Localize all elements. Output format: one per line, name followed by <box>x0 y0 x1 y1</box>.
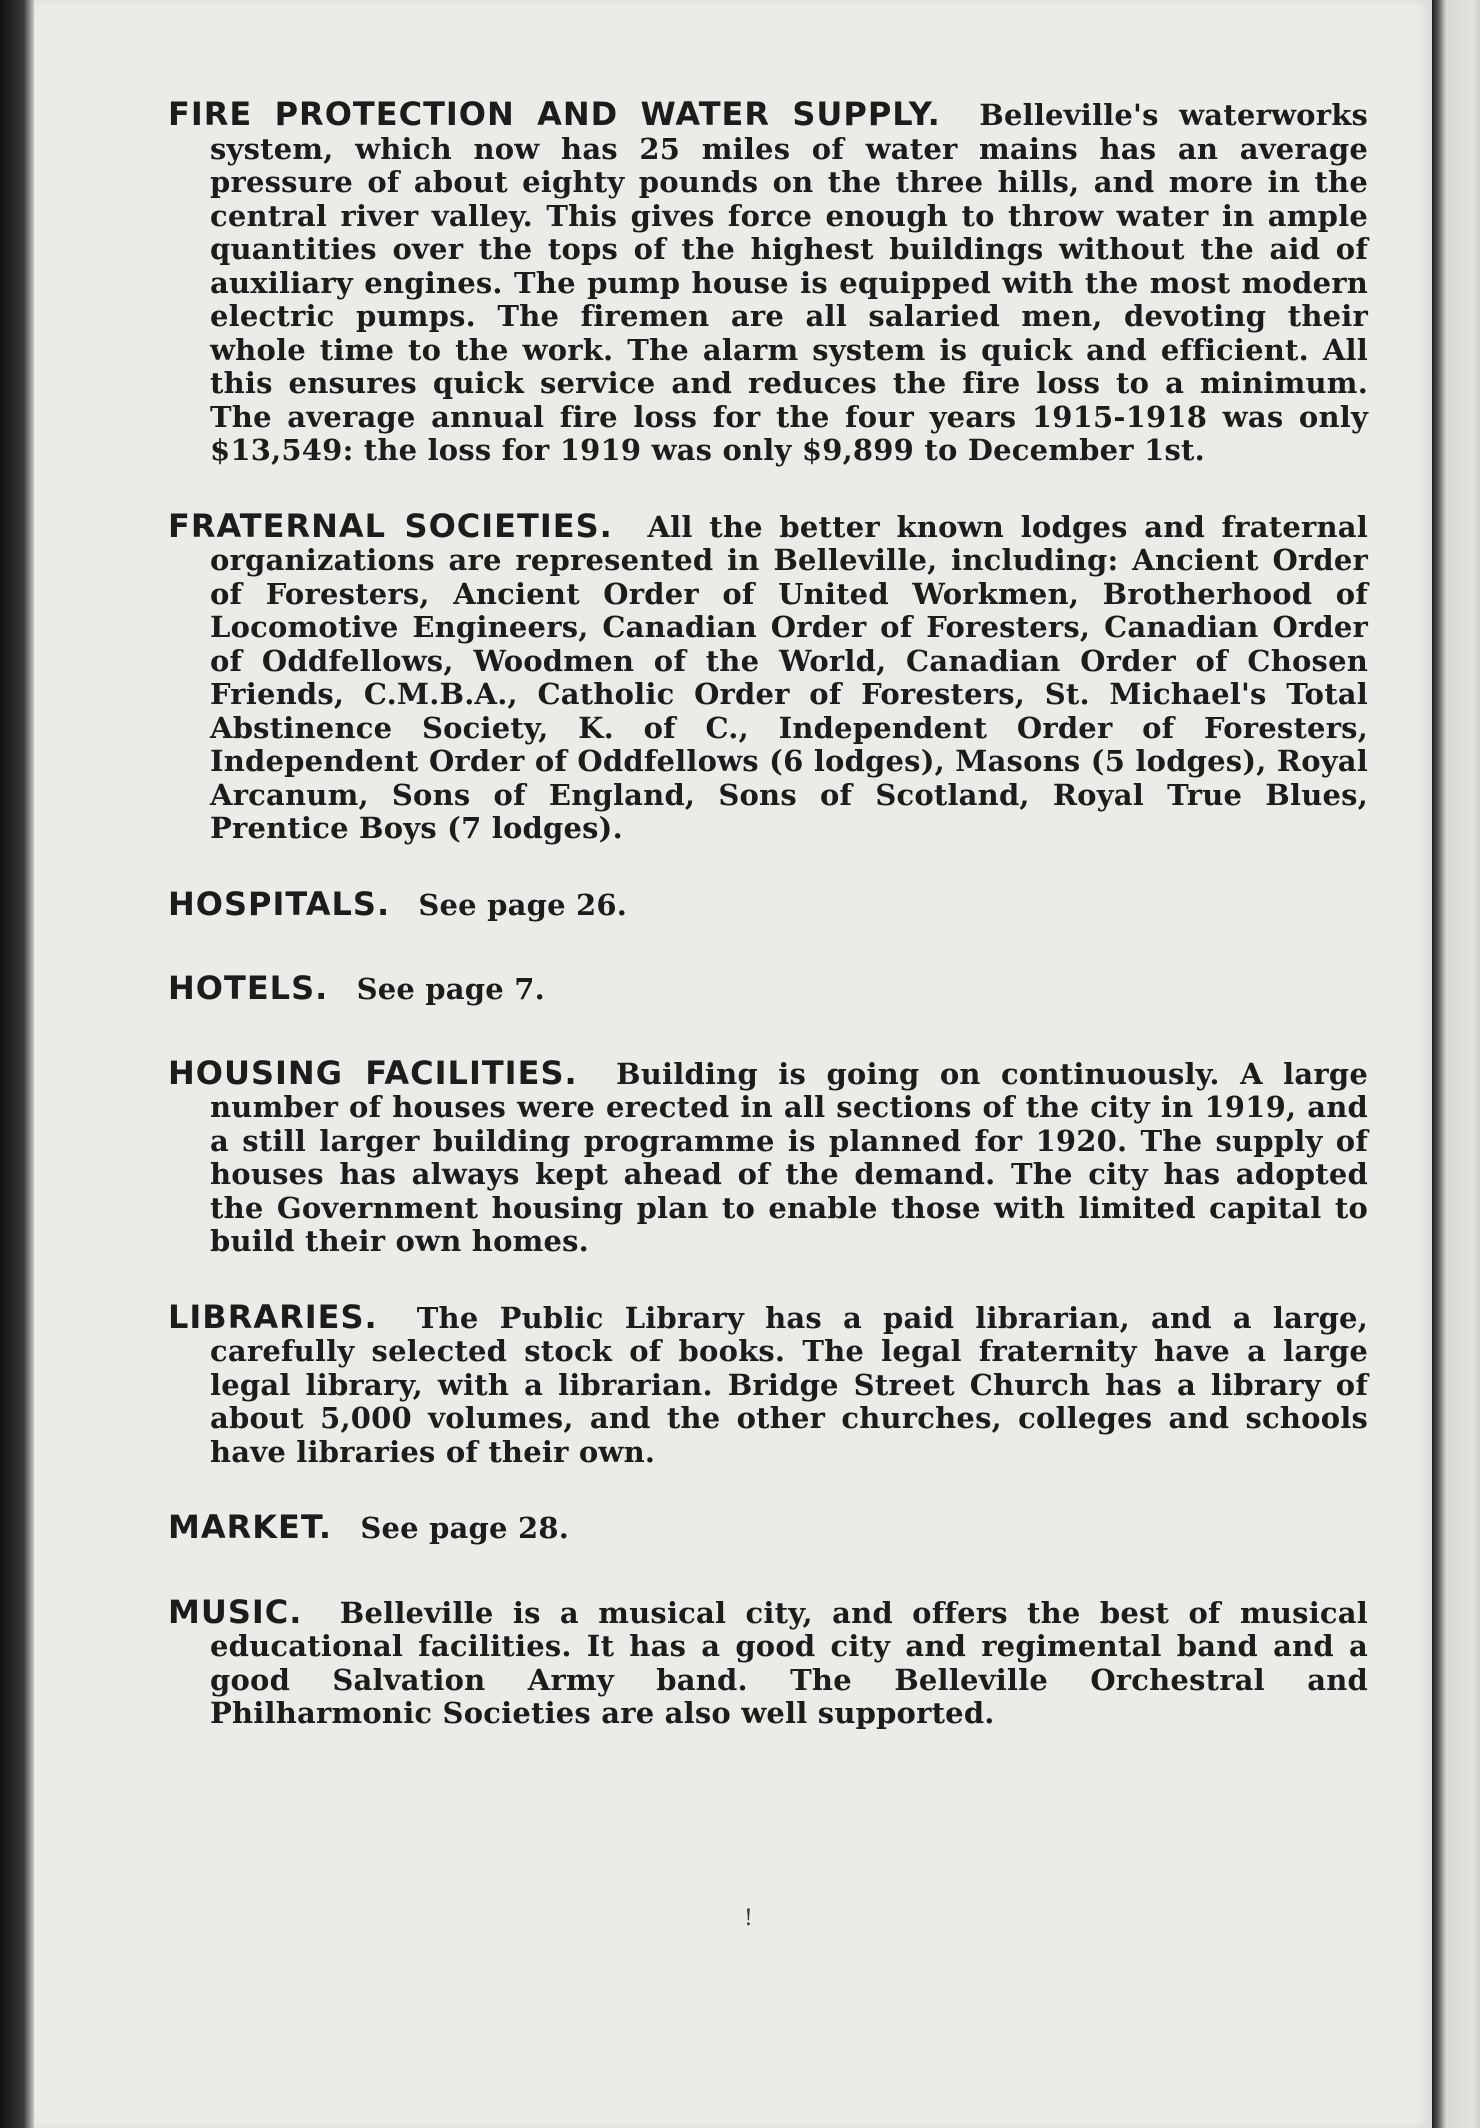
entry-market <box>168 1508 1368 1546</box>
entry-text: See page 7. <box>356 972 545 1006</box>
entry-heading: FIRE PROTECTION AND WATER SUPPLY. <box>168 95 941 133</box>
entry-heading: MARKET. <box>168 1508 333 1546</box>
entry-fraternal-societies <box>168 506 1368 846</box>
entry-heading: HOUSING FACILITIES. <box>168 1053 578 1092</box>
entry-hospitals <box>168 884 1368 923</box>
entry-libraries <box>168 1297 1368 1470</box>
entry-heading: FRATERNAL SOCIETIES. <box>168 506 613 545</box>
entry-heading: HOTELS. <box>168 969 329 1007</box>
entry-housing-facilities <box>168 1053 1368 1259</box>
entry-text: All the better known lodges and fraternal organizations are represented in Belleville, including: Ancient Order of Foresters, Ancient Order of United Workmen, Brotherhood of Locomotive Engineers, Canadian Order of Foresters, Canadian Order of Oddfellows, Woodmen of the World, Canadian Order of Chosen Friends, C.M.B.A., Catholic Order of Foresters, St. Michael's Total Abstinence Society, K. of C., Independent Order of Foresters, Independent Order of Oddfellows (6 lodges), Masons (5 lodges), Royal Arcanum, Sons of England, Sons of Scotland, Royal True Blues, Prentice Boys (7 lodges). <box>210 509 1368 845</box>
page-folio-mark: ! <box>744 1906 753 1931</box>
entry-text: The Public Library has a paid librarian, and a large, carefully selected stock of books. The legal fraternity have a large legal library, with a librarian. Bridge Street Church has a library of about 5,000 volumes, and the other churches, colleges and schools have libraries of their own. <box>210 1300 1368 1469</box>
entry-text: See page 26. <box>418 887 628 922</box>
entry-hotels <box>168 969 1368 1007</box>
entry-heading: LIBRARIES. <box>168 1297 378 1336</box>
entry-text: See page 28. <box>360 1511 570 1545</box>
entry-music <box>168 1592 1368 1731</box>
entry-heading: MUSIC. <box>168 1592 303 1631</box>
entry-text: Belleville's waterworks system, which now has 25 miles of water mains has an average pressure of about eighty pounds on the three hills, and more in the central river valley. This gives force enough to throw water in ample quantities over the tops of the highest buildings without the aid of auxiliary engines. The pump house is equipped with the most modern electric pumps. The firemen are all salaried men, devoting their whole time to the work. The alarm system is quick and efficient. All this ensures quick service and reduces the fire loss to a minimum. The average annual fire loss for the four years 1915-1918 was only $13,549: the loss for 1919 was only $9,899 to December 1st. <box>210 98 1369 467</box>
book-spine <box>1432 0 1480 2128</box>
page-content <box>168 95 1369 1773</box>
entry-text: Belleville is a musical city, and offers the best of musical educational facilities. It has a good city and regimental band and a good Salvation Army band. The Belleville Orchestral and Philharmonic Societies are also well supported. <box>210 1595 1368 1730</box>
entry-text: Building is going on continuously. A large number of houses were erected in all sections of the city in 1919, and a still larger building programme is planned for 1920. The supply of houses has always kept ahead of the demand. The city has adopted the Government housing plan to enable those with limited capital to build their own homes. <box>210 1056 1368 1258</box>
entry-fire-protection <box>168 95 1369 468</box>
book-left-edge <box>0 0 34 2128</box>
entry-heading: HOSPITALS. <box>168 884 391 923</box>
